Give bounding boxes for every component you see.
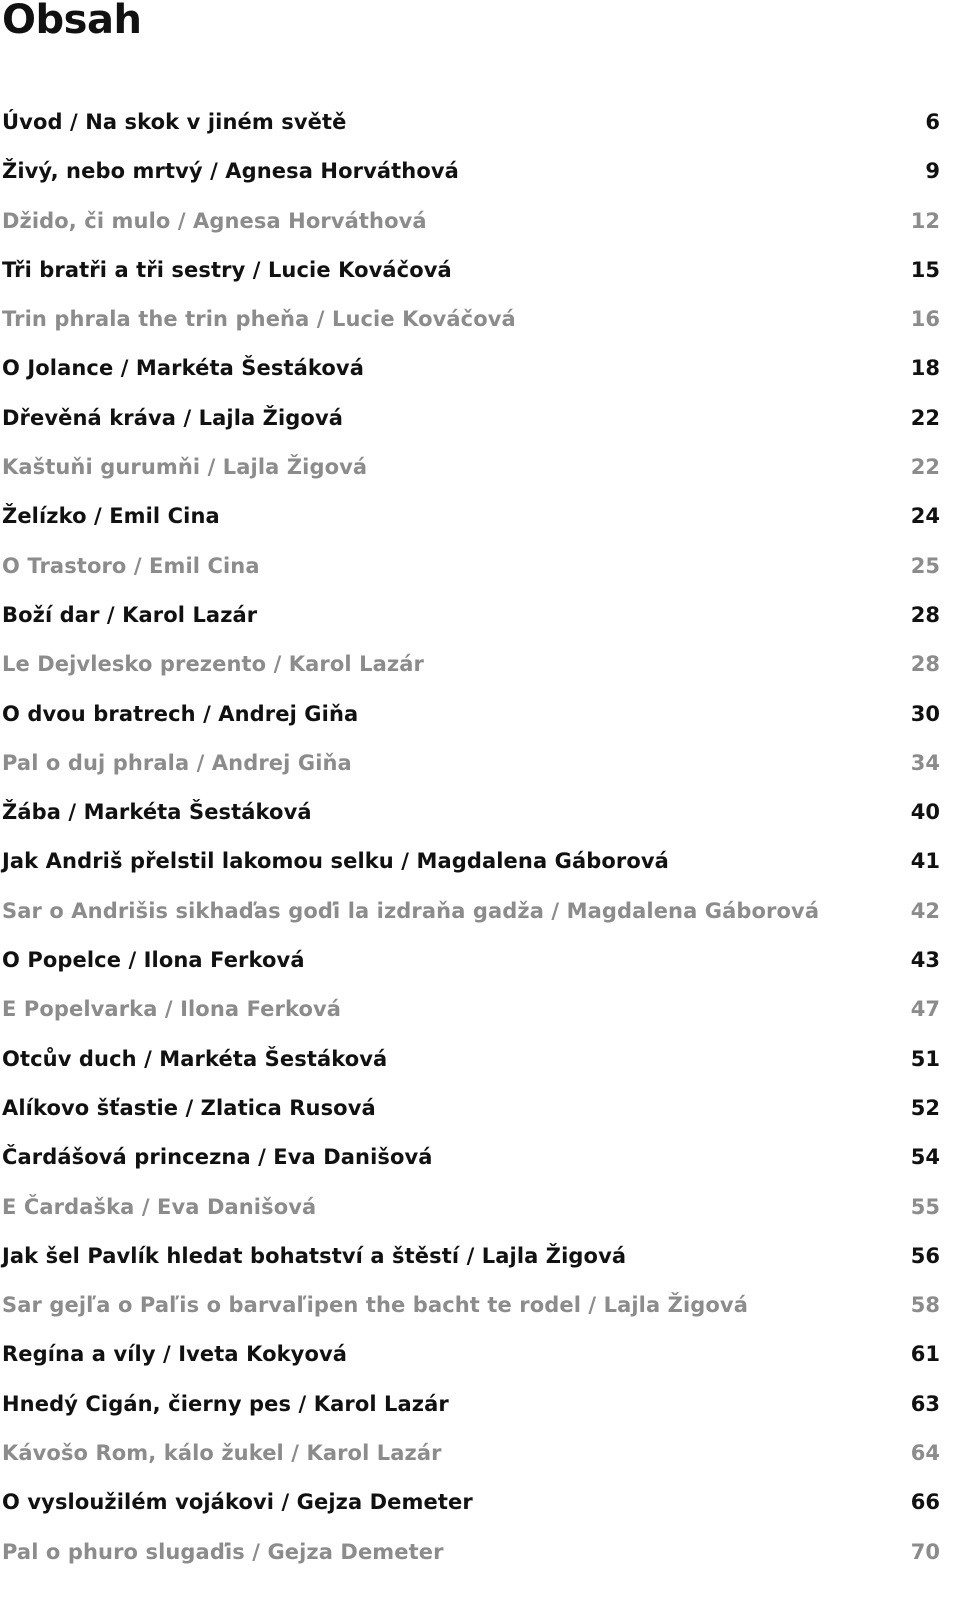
toc-entry-page: 12	[910, 208, 940, 233]
toc-entry-page: 43	[910, 948, 940, 973]
toc-entry-page: 28	[910, 652, 940, 677]
toc-entry-title: Alíkovo šťastie / Zlatica Rusová	[2, 1095, 376, 1120]
toc-entry-page: 6	[925, 110, 940, 134]
toc-entry-page: 22	[910, 455, 940, 480]
toc-entry[interactable]	[0, 103, 960, 152]
toc-entry-title: Jak šel Pavlík hledat bohatství a štěstí / Lajla Žigová	[2, 1243, 627, 1268]
toc-entry-page: 28	[910, 602, 940, 627]
toc-entry[interactable]	[0, 892, 960, 941]
toc-entry-title: Pal o duj phrala / Andrej Giňa	[2, 750, 352, 775]
toc-entry[interactable]	[0, 202, 960, 251]
toc-entry-title: Kávošo Rom, kálo žukel / Karol Lazár	[2, 1441, 442, 1466]
toc-entry-page: 40	[910, 800, 940, 825]
toc-entry-title: Sar gejľa o Paľis o barvaľipen the bacht te rodel / Lajla Žigová	[2, 1293, 748, 1318]
toc-entry-title: Kaštuňi gurumňi / Lajla Žigová	[2, 455, 368, 480]
toc-entry-title: Dřevěná kráva / Lajla Žigová	[2, 405, 344, 430]
toc-entry[interactable]	[0, 1237, 960, 1286]
toc-entry-title: Pal o phuro slugaďis / Gejza Demeter	[2, 1539, 444, 1564]
toc-entry-page: 55	[910, 1194, 940, 1219]
toc-entry-page: 42	[910, 898, 940, 923]
toc-entry[interactable]	[0, 1286, 960, 1335]
toc-entry[interactable]	[0, 1138, 960, 1187]
toc-entry[interactable]	[0, 1089, 960, 1138]
toc-entry-title: Le Dejvlesko prezento / Karol Lazár	[2, 652, 424, 677]
toc-entry-title: O Popelce / Ilona Ferková	[2, 948, 305, 973]
toc-entry-page: 54	[910, 1145, 940, 1170]
toc-entry-title: Džido, či mulo / Agnesa Horváthová	[2, 208, 427, 233]
toc-entry-page: 30	[910, 701, 940, 726]
toc-entry-title: Hnedý Cigán, čierny pes / Karol Lazár	[2, 1391, 449, 1416]
toc-entry-title: Živý, nebo mrtvý / Agnesa Horváthová	[2, 159, 459, 184]
toc-entry[interactable]	[0, 596, 960, 645]
toc-entry-title: O Trastoro / Emil Cina	[2, 553, 260, 578]
toc-entry-title: Otcův duch / Markéta Šestáková	[2, 1046, 388, 1071]
toc-entry[interactable]	[0, 399, 960, 448]
toc-entry-page: 52	[910, 1095, 940, 1120]
toc-entry-page: 16	[910, 307, 940, 332]
toc-entry-page: 24	[910, 504, 940, 529]
toc-entry-page: 25	[910, 553, 940, 578]
toc-entry-page: 70	[910, 1539, 940, 1564]
toc-entry[interactable]	[0, 941, 960, 990]
toc-entry-page: 34	[910, 750, 940, 775]
toc-entry[interactable]	[0, 1385, 960, 1434]
toc-entry-page: 64	[910, 1441, 940, 1466]
toc-entry-page: 66	[910, 1490, 940, 1515]
toc-entry-title: E Popelvarka / Ilona Ferková	[2, 997, 342, 1022]
toc-entry-page: 56	[910, 1243, 940, 1268]
toc-entry-page: 61	[910, 1342, 940, 1367]
toc-entry-title: Úvod / Na skok v jiném světě	[2, 110, 347, 134]
toc-entry-page: 51	[910, 1046, 940, 1071]
toc-entry[interactable]	[0, 251, 960, 300]
toc-entry[interactable]	[0, 842, 960, 891]
toc-entry[interactable]	[0, 152, 960, 201]
toc-entry-page: 41	[910, 849, 940, 874]
page-title: Obsah	[2, 0, 142, 43]
toc-entry-title: Žába / Markéta Šestáková	[2, 800, 312, 825]
toc-entry[interactable]	[0, 695, 960, 744]
toc-entry[interactable]	[0, 645, 960, 694]
toc-entry-page: 47	[910, 997, 940, 1022]
toc-entry-title: Boží dar / Karol Lazár	[2, 602, 258, 627]
toc-entry[interactable]	[0, 1483, 960, 1532]
toc-entry[interactable]	[0, 547, 960, 596]
toc-entry-title: E Čardaška / Eva Danišová	[2, 1194, 317, 1219]
toc-entry-title: Regína a víly / Iveta Kokyová	[2, 1342, 348, 1367]
toc-entry-title: Sar o Andrišis sikhaďas goďi la izdraňa gadža / Magdalena Gáborová	[2, 898, 820, 923]
toc-entry-page: 9	[925, 159, 940, 184]
toc-entry[interactable]	[0, 744, 960, 793]
toc-entry-page: 58	[910, 1293, 940, 1318]
toc-entry[interactable]	[0, 1188, 960, 1237]
toc-entry-title: Jak Andriš přelstil lakomou selku / Magdalena Gáborová	[2, 849, 669, 874]
toc-entry-title: O Jolance / Markéta Šestáková	[2, 356, 364, 381]
toc-entry[interactable]	[0, 793, 960, 842]
toc-entry[interactable]	[0, 448, 960, 497]
toc-entry-page: 63	[910, 1391, 940, 1416]
toc-entry-page: 18	[910, 356, 940, 381]
toc-entry-title: O dvou bratrech / Andrej Giňa	[2, 701, 359, 726]
toc-entry[interactable]	[0, 1533, 960, 1582]
toc-entry-title: Želízko / Emil Cina	[2, 504, 220, 529]
table-of-contents	[0, 103, 960, 1582]
toc-entry[interactable]	[0, 497, 960, 546]
toc-entry[interactable]	[0, 349, 960, 398]
toc-entry[interactable]	[0, 990, 960, 1039]
toc-entry-title: Čardášová princezna / Eva Danišová	[2, 1145, 433, 1170]
toc-entry-title: Trin phrala the trin pheňa / Lucie Kováčová	[2, 307, 516, 332]
toc-entry[interactable]	[0, 1040, 960, 1089]
toc-entry-title: O vysloužilém vojákovi / Gejza Demeter	[2, 1490, 473, 1515]
toc-entry[interactable]	[0, 300, 960, 349]
toc-entry-page: 22	[910, 405, 940, 430]
toc-entry[interactable]	[0, 1434, 960, 1483]
toc-entry[interactable]	[0, 1335, 960, 1384]
toc-entry-page: 15	[910, 257, 940, 282]
toc-entry-title: Tři bratři a tři sestry / Lucie Kováčová	[2, 257, 452, 282]
